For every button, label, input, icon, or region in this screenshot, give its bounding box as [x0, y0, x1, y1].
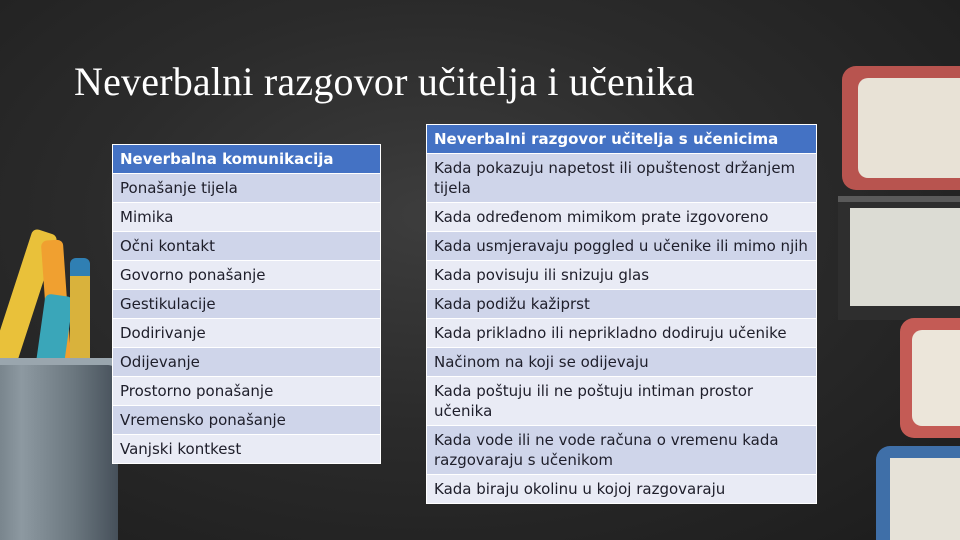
table-header: Neverbalna komunikacija [113, 145, 381, 174]
table-cell: Ponašanje tijela [113, 174, 381, 203]
table-row [427, 290, 817, 319]
table-cell: Kada vode ili ne vode računa o vremenu kada razgovaraju s učenikom [427, 426, 817, 475]
table-cell: Kada biraju okolinu u kojoj razgovaraju [427, 475, 817, 504]
table-cell: Kada određenom mimikom prate izgovoreno [427, 203, 817, 232]
book-dark-pages [850, 208, 960, 306]
pencil-cup [0, 365, 118, 540]
table-cell: Kada usmjeravaju poggled u učenike ili mimo njih [427, 232, 817, 261]
table-body [427, 154, 817, 504]
table-row [427, 348, 817, 377]
table-row [113, 232, 381, 261]
table-row [113, 319, 381, 348]
table-cell: Govorno ponašanje [113, 261, 381, 290]
book-red-middle-pages [912, 330, 960, 426]
teacher-student-nonverbal-table [426, 124, 817, 504]
table-row [113, 435, 381, 464]
slide-title: Neverbalni razgovor učitelja i učenika [74, 59, 695, 104]
table-row [427, 232, 817, 261]
table-header: Neverbalni razgovor učitelja s učenicima [427, 125, 817, 154]
table-row [113, 377, 381, 406]
table-row [113, 348, 381, 377]
table-cell: Načinom na koji se odijevaju [427, 348, 817, 377]
table-row [427, 426, 817, 475]
table-cell: Kada podižu kažiprst [427, 290, 817, 319]
book-red-pages [858, 78, 960, 178]
table-cell: Odijevanje [113, 348, 381, 377]
table-cell: Očni kontakt [113, 232, 381, 261]
table-row [113, 203, 381, 232]
table-row [113, 261, 381, 290]
table-row [427, 203, 817, 232]
table-cell: Vanjski kontkest [113, 435, 381, 464]
table-row [427, 475, 817, 504]
table-cell: Dodirivanje [113, 319, 381, 348]
table-row [427, 377, 817, 426]
table-row [113, 290, 381, 319]
table-cell: Kada povisuju ili snizuju glas [427, 261, 817, 290]
table-body [113, 174, 381, 464]
table-row [113, 174, 381, 203]
table-row [427, 261, 817, 290]
table-cell: Gestikulacije [113, 290, 381, 319]
table-cell: Kada poštuju ili ne poštuju intiman prostor učenika [427, 377, 817, 426]
book-blue-pages [890, 458, 960, 540]
table-cell: Mimika [113, 203, 381, 232]
table-cell: Prostorno ponašanje [113, 377, 381, 406]
table-row [427, 319, 817, 348]
table-row [427, 154, 817, 203]
table-cell: Kada prikladno ili neprikladno dodiruju učenike [427, 319, 817, 348]
table-cell: Kada pokazuju napetost ili opuštenost držanjem tijela [427, 154, 817, 203]
table-cell: Vremensko ponašanje [113, 406, 381, 435]
table-row [113, 406, 381, 435]
nonverbal-communication-table [112, 144, 381, 464]
